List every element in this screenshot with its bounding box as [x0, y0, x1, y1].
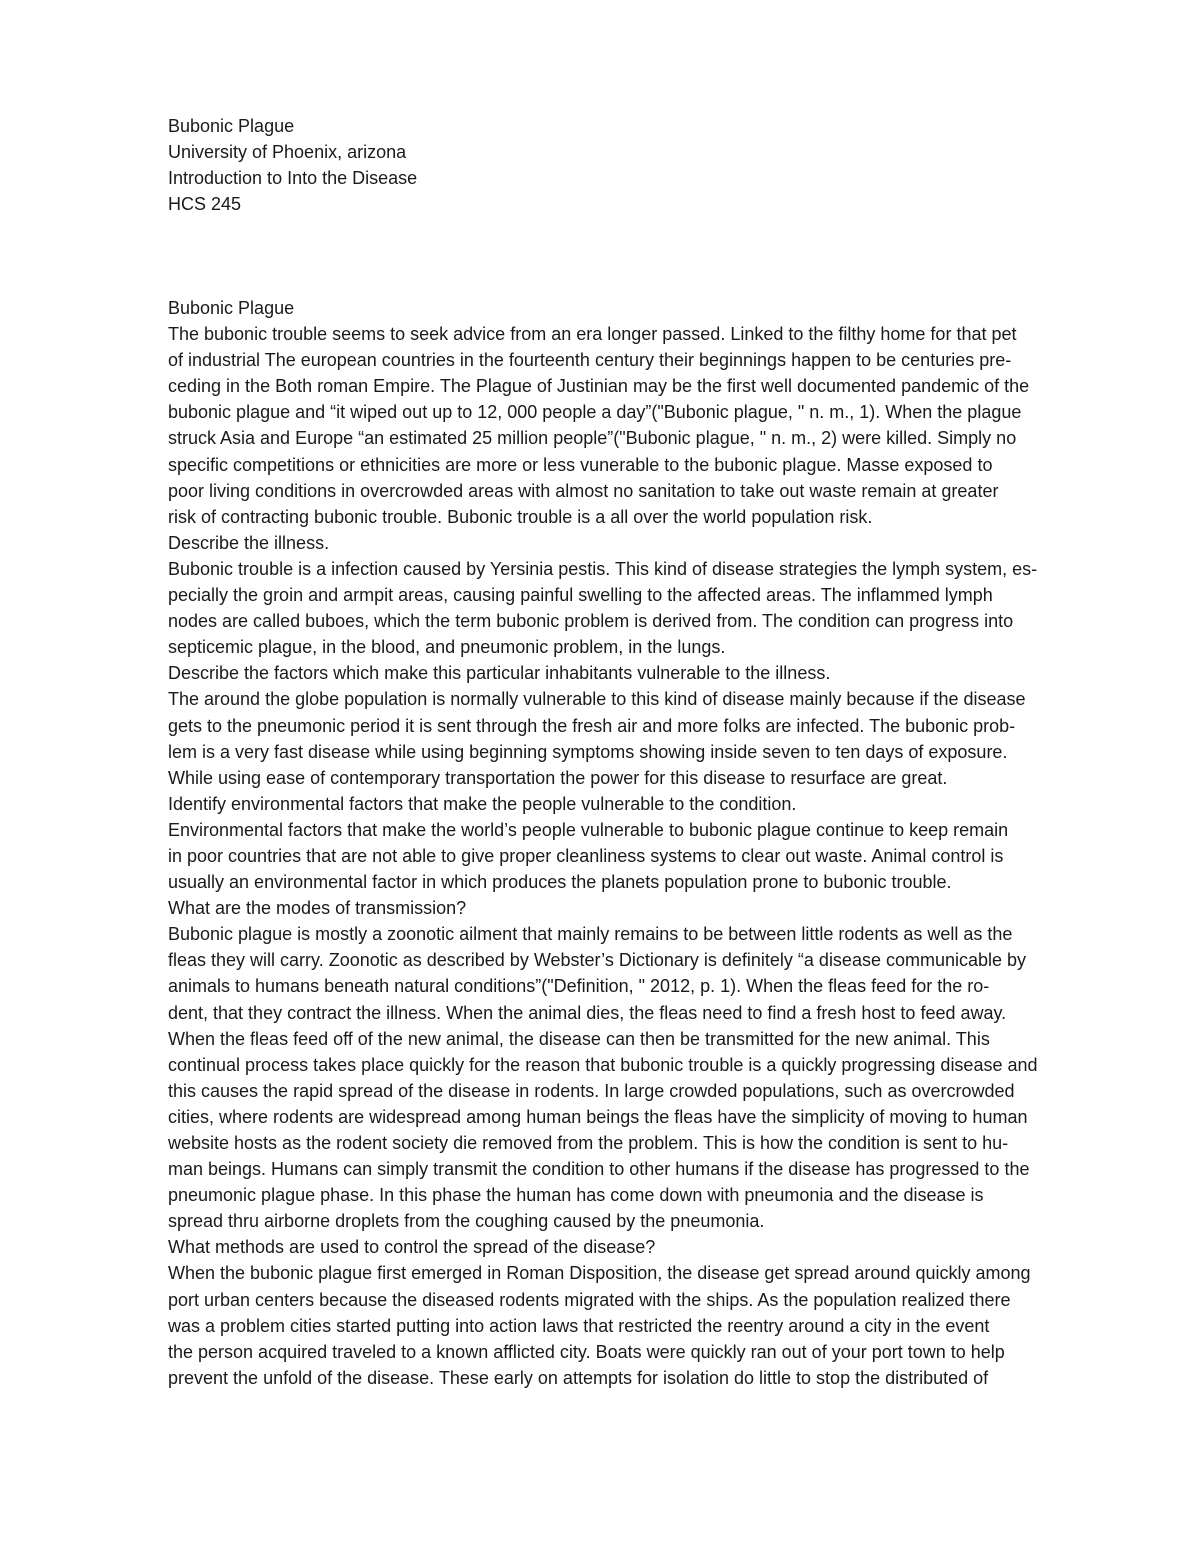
- body-text-line: The around the globe population is normally vulnerable to this kind of disease mainly because if the disease: [168, 689, 1026, 710]
- body-text-line: Bubonic trouble is a infection caused by Yersinia pestis. This kind of disease strategies the lymph system, es-: [168, 558, 1038, 579]
- body-text-line: animals to humans beneath natural conditions”("Definition, " 2012, p. 1). When the fleas feed for the ro-: [168, 976, 990, 997]
- body-text-line: in poor countries that are not able to give proper cleanliness systems to clear out waste. Animal control is: [168, 845, 1004, 866]
- body-text-line: The bubonic trouble seems to seek advice from an era longer passed. Linked to the filthy home for that pet: [168, 324, 1017, 345]
- body-text-line: risk of contracting bubonic trouble. Bubonic trouble is a all over the world population risk.: [168, 506, 873, 527]
- body-text-line: ceding in the Both roman Empire. The Plague of Justinian may be the first well documented pandemic of the: [168, 376, 1030, 397]
- body-text-line: Bubonic Plague: [168, 298, 295, 318]
- body-text-line: was a problem cities started putting into action laws that restricted the reentry around a city in the event: [168, 1315, 990, 1336]
- body-text-line: poor living conditions in overcrowded areas with almost no sanitation to take out waste remain at greater: [168, 480, 999, 501]
- body-text-line: port urban centers because the diseased rodents migrated with the ships. As the population realized there: [168, 1289, 1011, 1310]
- body-text-line: nodes are called buboes, which the term bubonic problem is derived from. The condition can progress into: [168, 611, 1014, 632]
- body-text-line: dent, that they contract the illness. When the animal dies, the fleas need to find a fresh host to feed away.: [168, 1002, 1007, 1023]
- body-text-line: When the bubonic plague first emerged in Roman Disposition, the disease get spread around quickly among: [168, 1263, 1031, 1284]
- body-text-line: gets to the pneumonic period it is sent through the fresh air and more folks are infected. The bubonic prob-: [168, 715, 1016, 736]
- body-text-line: pneumonic plague phase. In this phase the human has come down with pneumonia and the disease is: [168, 1185, 984, 1206]
- body-text-line: struck Asia and Europe “an estimated 25 million people”("Bubonic plague, " n. m., 2) were killed. Simply no: [168, 428, 1017, 449]
- body-text-line: Environmental factors that make the world’s people vulnerable to bubonic plague continue to keep remain: [168, 819, 1009, 840]
- body-text-line: spread thru airborne droplets from the coughing caused by the pneumonia.: [168, 1211, 765, 1232]
- body-text-line: of industrial The european countries in the fourteenth century their beginnings happen to be centuries pre-: [168, 350, 1012, 371]
- body-text-line: Identify environmental factors that make the people vulnerable to the condition.: [168, 793, 797, 814]
- body-text-line: continual process takes place quickly for the reason that bubonic trouble is a quickly progressing disease and: [168, 1054, 1038, 1075]
- document-body: [168, 295, 1128, 1391]
- body-text-line: Describe the illness.: [168, 532, 330, 553]
- body-text-line: What are the modes of transmission?: [168, 898, 467, 919]
- body-text-line: When the fleas feed off of the new animal, the disease can then be transmitted for the new animal. This: [168, 1028, 990, 1049]
- header-school: University of Phoenix, arizona: [168, 142, 407, 163]
- body-text-line: specific competitions or ethnicities are more or less vunerable to the bubonic plague. Masse exposed to: [168, 454, 993, 475]
- body-text-line: fleas they will carry. Zoonotic as described by Webster’s Dictionary is definitely “a disease communicable by: [168, 950, 1027, 971]
- body-text-line: Describe the factors which make this particular inhabitants vulnerable to the illness.: [168, 663, 831, 684]
- body-text-line: the person acquired traveled to a known afflicted city. Boats were quickly ran out of your port town to help: [168, 1341, 1005, 1362]
- header-course-code: HCS 245: [168, 194, 242, 215]
- body-text-line: While using ease of contemporary transportation the power for this disease to resurface are great.: [168, 767, 948, 788]
- body-text-line: cities, where rodents are widespread among human beings the fleas have the simplicity of moving to human: [168, 1106, 1028, 1127]
- body-text-line: lem is a very fast disease while using beginning symptoms showing inside seven to ten days of exposure.: [168, 741, 1008, 762]
- body-text-line: pecially the groin and armpit areas, causing painful swelling to the affected areas. The inflammed lymph: [168, 585, 993, 606]
- body-text-line: What methods are used to control the spread of the disease?: [168, 1237, 656, 1258]
- body-text-line: this causes the rapid spread of the disease in rodents. In large crowded populations, such as overcrowded: [168, 1080, 1015, 1101]
- body-text-line: usually an environmental factor in which produces the planets population prone to bubonic trouble.: [168, 872, 952, 893]
- header-course-title: Introduction to Into the Disease: [168, 168, 418, 189]
- body-text-line: prevent the unfold of the disease. These early on attempts for isolation do little to stop the distributed of: [168, 1367, 989, 1388]
- document-header: [168, 113, 1128, 217]
- body-text-line: website hosts as the rodent society die removed from the problem. This is how the condition is sent to hu-: [168, 1133, 1009, 1153]
- header-title: Bubonic Plague: [168, 116, 295, 136]
- body-text-line: man beings. Humans can simply transmit the condition to other humans if the disease has progressed to the: [168, 1159, 1030, 1180]
- body-text-line: bubonic plague and “it wiped out up to 12, 000 people a day”("Bubonic plague, " n. m., 1). When the plague: [168, 402, 1022, 423]
- body-text-line: Bubonic plague is mostly a zoonotic ailment that mainly remains to be between little rodents as well as the: [168, 924, 1013, 945]
- body-text-line: septicemic plague, in the blood, and pneumonic problem, in the lungs.: [168, 637, 726, 658]
